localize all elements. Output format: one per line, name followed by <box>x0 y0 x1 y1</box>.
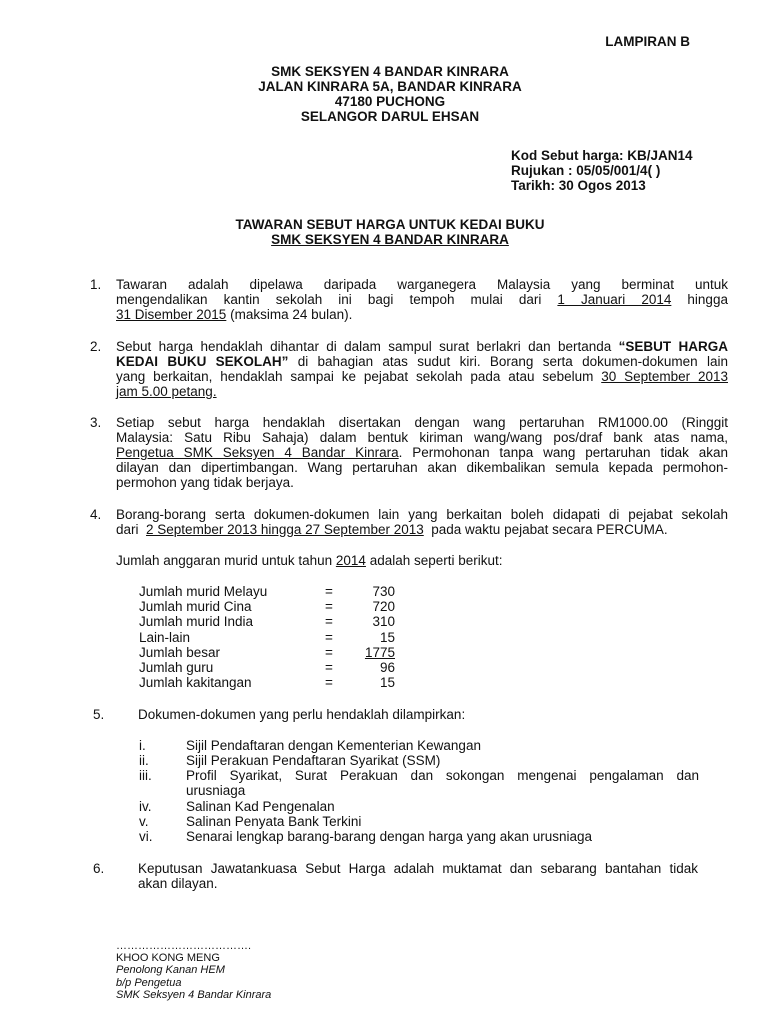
clause-number: 5. <box>93 707 105 722</box>
list-item <box>139 738 699 753</box>
list-text-line-2: urusniaga <box>186 783 246 799</box>
required-documents-list <box>139 738 699 844</box>
row-label: Jumlah murid Cina <box>139 599 252 615</box>
text: Sebut harga hendaklah dihantar di dalam sampul surat berlakri dan bertanda <box>116 339 612 354</box>
list-text-line-1: Profil Syarikat, Surat Perakuan dan sokongan mengenai pengalaman dan <box>186 768 699 784</box>
title-line-2: SMK SEKSYEN 4 BANDAR KINRARA <box>271 232 509 247</box>
lampiran-label: LAMPIRAN B <box>605 34 690 49</box>
date: Tarikh: 30 Ogos 2013 <box>511 178 646 193</box>
list-item <box>139 768 699 798</box>
list-item <box>139 829 699 844</box>
row-label: Jumlah kakitangan <box>139 675 252 691</box>
clause-4-line-2 <box>116 522 728 537</box>
list-item <box>139 814 699 829</box>
text: di bahagian atas sudut kiri. Borang serta dokumen-dokumen lain <box>297 354 728 369</box>
list-number: vi. <box>139 829 153 845</box>
list-number: iv. <box>139 798 152 814</box>
title-line-1: TAWARAN SEBUT HARGA UNTUK KEDAI BUKU <box>235 217 545 232</box>
clause-6-line-1: Keputusan Jawatankuasa Sebut Harga adalah muktamat dan sebarang bantahan tidak <box>138 861 698 876</box>
text: (maksima 24 bulan). <box>230 307 353 322</box>
list-text <box>186 768 699 798</box>
year: 2014 <box>335 553 366 568</box>
list-number: i. <box>139 738 146 753</box>
text: hingga <box>687 292 728 307</box>
signatory-school: SMK Seksyen 4 Bandar Kinrara <box>116 988 272 1001</box>
clause-1-line-1: Tawaran adalah dipelawa daripada warganegera Malaysia yang berminat untuk <box>116 277 728 292</box>
deadline-time: jam 5.00 petang. <box>116 384 217 399</box>
text: Jumlah anggaran murid untuk tahun <box>116 553 333 568</box>
address-line-1: JALAN KINRARA 5A, BANDAR KINRARA <box>258 79 522 94</box>
clause-5-text: Dokumen-dokumen yang perlu hendaklah dilampirkan: <box>138 707 466 722</box>
text: dari <box>116 522 139 537</box>
clause-6-line-2: akan dilayan. <box>138 876 218 891</box>
row-label: Jumlah guru <box>139 659 214 675</box>
row-value: 730 <box>372 584 395 599</box>
address-line-3: SELANGOR DARUL EHSAN <box>300 109 480 124</box>
deadline-date: 30 September 2013 <box>601 369 728 384</box>
row-label: Jumlah besar <box>139 644 221 660</box>
signature-line: ………………………………. <box>116 940 252 952</box>
start-date: 1 Januari 2014 <box>557 292 672 307</box>
signature-block <box>116 940 416 1001</box>
student-count-table <box>139 584 399 690</box>
clause-3-line-2: Malaysia: Satu Ribu Sahaja) dalam bentuk kiriman wang/wang pos/draf bank atas nama, <box>116 430 728 445</box>
clause-number: 4. <box>90 507 102 522</box>
row-value: 720 <box>372 599 395 615</box>
clause-number: 3. <box>90 415 102 430</box>
list-text: Sijil Pendaftaran dengan Kementerian Kewangan <box>186 738 481 753</box>
list-item <box>139 799 699 814</box>
table-row <box>139 645 399 660</box>
equals: = <box>325 659 333 675</box>
row-label: Jumlah murid India <box>139 614 254 630</box>
on-behalf-of: b/p Pengetua <box>116 976 182 989</box>
clause-3-line-3 <box>116 445 728 460</box>
list-number: v. <box>139 813 149 829</box>
list-text: Salinan Penyata Bank Terkini <box>186 813 362 829</box>
list-item <box>139 753 699 768</box>
address-line-2: 47180 PUCHONG <box>334 94 446 109</box>
document-title <box>170 217 610 247</box>
quote-code: Kod Sebut harga: KB/JAN14 <box>511 148 693 163</box>
clause-3-line-1: Setiap sebut harga hendaklah disertakan dengan wang pertaruhan RM1000.00 (Ringgit <box>116 415 728 430</box>
equals: = <box>325 614 333 630</box>
label-bold: “SEBUT HARGA <box>618 339 728 354</box>
school-address-header <box>170 64 610 124</box>
student-estimate-intro <box>116 553 716 568</box>
signatory-title: Penolong Kanan HEM <box>116 964 225 977</box>
clause-4-line-1: Borang-borang serta dokumen-dokumen lain yang berkaitan boleh didapati di pejabat sekolah <box>116 507 728 522</box>
table-row <box>139 614 399 629</box>
equals: = <box>325 584 333 599</box>
list-number: iii. <box>139 768 152 784</box>
row-label: Jumlah murid Melayu <box>139 584 268 599</box>
clause-number: 6. <box>93 861 105 876</box>
equals: = <box>325 675 333 691</box>
clause-number: 2. <box>90 339 102 354</box>
table-row <box>139 660 399 675</box>
reference-number: Rujukan : 05/05/001/4( ) <box>511 163 661 178</box>
label-bold: KEDAI BUKU SEKOLAH” <box>116 354 289 369</box>
equals: = <box>325 644 333 660</box>
row-value: 15 <box>379 675 395 691</box>
clause-2-line-1 <box>116 339 728 354</box>
text: . Permohonan tanpa wang pertaruhan tidak akan <box>398 445 728 460</box>
list-text: Salinan Kad Pengenalan <box>186 798 335 814</box>
clause-3-line-4: dilayan dan dipertimbangan. Wang pertaruhan akan dikembalikan semula kepada permohon- <box>116 460 728 475</box>
clause-2-line-3 <box>116 369 728 384</box>
clause-2-line-2 <box>116 354 728 369</box>
table-row <box>139 675 399 690</box>
text: pada waktu pejabat secara PERCUMA. <box>431 522 668 537</box>
clause-1-line-3 <box>116 307 728 322</box>
text: mengendalikan kantin sekolah ini bagi tempoh mulai dari <box>116 292 542 307</box>
list-text: Senarai lengkap barang-barang dengan harga yang akan urusniaga <box>186 829 593 845</box>
text: adalah seperti berikut: <box>369 553 503 568</box>
equals: = <box>325 629 333 645</box>
total-value: 1775 <box>364 644 395 660</box>
clause-number: 1. <box>90 277 102 292</box>
equals: = <box>325 599 333 615</box>
row-value: 96 <box>379 659 395 675</box>
text: yang berkaitan, hendaklah sampai ke pejabat sekolah pada atau sebelum <box>116 369 594 384</box>
clause-3-line-5: permohon yang tidak berjaya. <box>116 475 294 490</box>
row-value: 15 <box>379 629 395 645</box>
list-number: ii. <box>139 753 149 769</box>
reference-block <box>511 148 751 193</box>
availability-period: 2 September 2013 hingga 27 September 2013 <box>146 522 424 537</box>
clause-1-line-2 <box>116 292 728 307</box>
payee-name: Pengetua SMK Seksyen 4 Bandar Kinrara <box>116 445 399 460</box>
row-value: 310 <box>372 614 395 630</box>
table-row <box>139 630 399 645</box>
row-label: Lain-lain <box>139 629 191 645</box>
table-row <box>139 599 399 614</box>
end-date: 31 Disember 2015 <box>116 307 227 322</box>
table-row <box>139 584 399 599</box>
school-name: SMK SEKSYEN 4 BANDAR KINRARA <box>271 64 509 79</box>
signatory-name: KHOO KONG MENG <box>116 952 220 965</box>
list-text: Sijil Perakuan Pendaftaran Syarikat (SSM) <box>186 753 441 769</box>
